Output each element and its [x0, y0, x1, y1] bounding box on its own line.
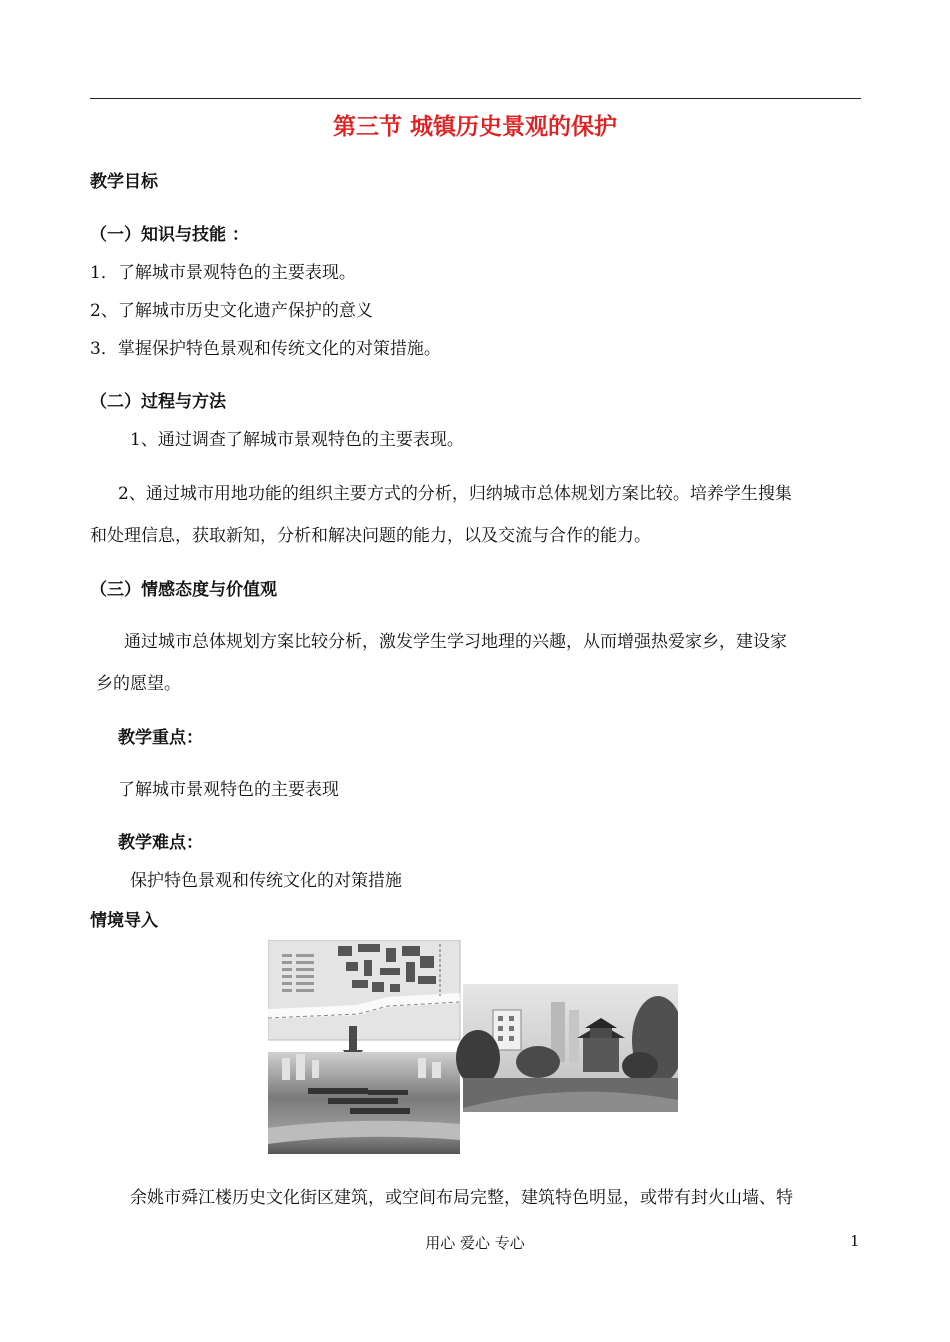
footer-motto: 用心 爱心 专心 [425, 1234, 525, 1252]
key-point-heading: 教学重点： [118, 728, 203, 748]
page-title: 第三节 城镇历史景观的保护 [332, 114, 617, 140]
section3-heading: （三）情感态度与价值观 [90, 580, 277, 600]
section1-item-2: 2、了解城市历史文化遗产保护的意义 [90, 301, 373, 321]
caption-line: 余姚市舜江楼历史文化街区建筑，或空间布局完整，建筑特色明显，或带有封火山墙、特 [130, 1188, 793, 1208]
section2-paragraph-2-line-1: 2、通过城市用地功能的组织主要方式的分析，归纳城市总体规划方案比较。培养学生搜集 [118, 484, 792, 504]
section1-item-3: 3．掌握保护特色景观和传统文化的对策措施。 [90, 339, 441, 359]
section2-paragraph-1: 1、通过调查了解城市景观特色的主要表现。 [130, 430, 464, 450]
key-point-text: 了解城市景观特色的主要表现 [118, 780, 339, 800]
plan-map-image [268, 940, 460, 1040]
aerial-view-image [268, 1052, 460, 1154]
section2-heading: （二）过程与方法 [90, 392, 226, 412]
difficulty-heading: 教学难点： [118, 833, 203, 853]
objectives-heading: 教学目标 [90, 172, 158, 192]
section3-line-2: 乡的愿望。 [96, 674, 181, 694]
section1-heading: （一）知识与技能 ： [90, 225, 249, 245]
section3-line-1: 通过城市总体规划方案比较分析，激发学生学习地理的兴趣，从而增强热爱家乡，建设家 [124, 632, 787, 652]
page-number: 1 [850, 1232, 860, 1250]
header-rule [90, 98, 861, 99]
intro-heading: 情境导入 [90, 911, 158, 931]
difficulty-text: 保护特色景观和传统文化的对策措施 [130, 871, 402, 891]
section2-paragraph-2-line-2: 和处理信息，获取新知，分析和解决问题的能力，以及交流与合作的能力。 [90, 526, 651, 546]
district-figure [268, 940, 678, 1154]
section1-item-1: 1．了解城市景观特色的主要表现。 [90, 263, 356, 283]
landscape-photo-image [456, 984, 678, 1112]
